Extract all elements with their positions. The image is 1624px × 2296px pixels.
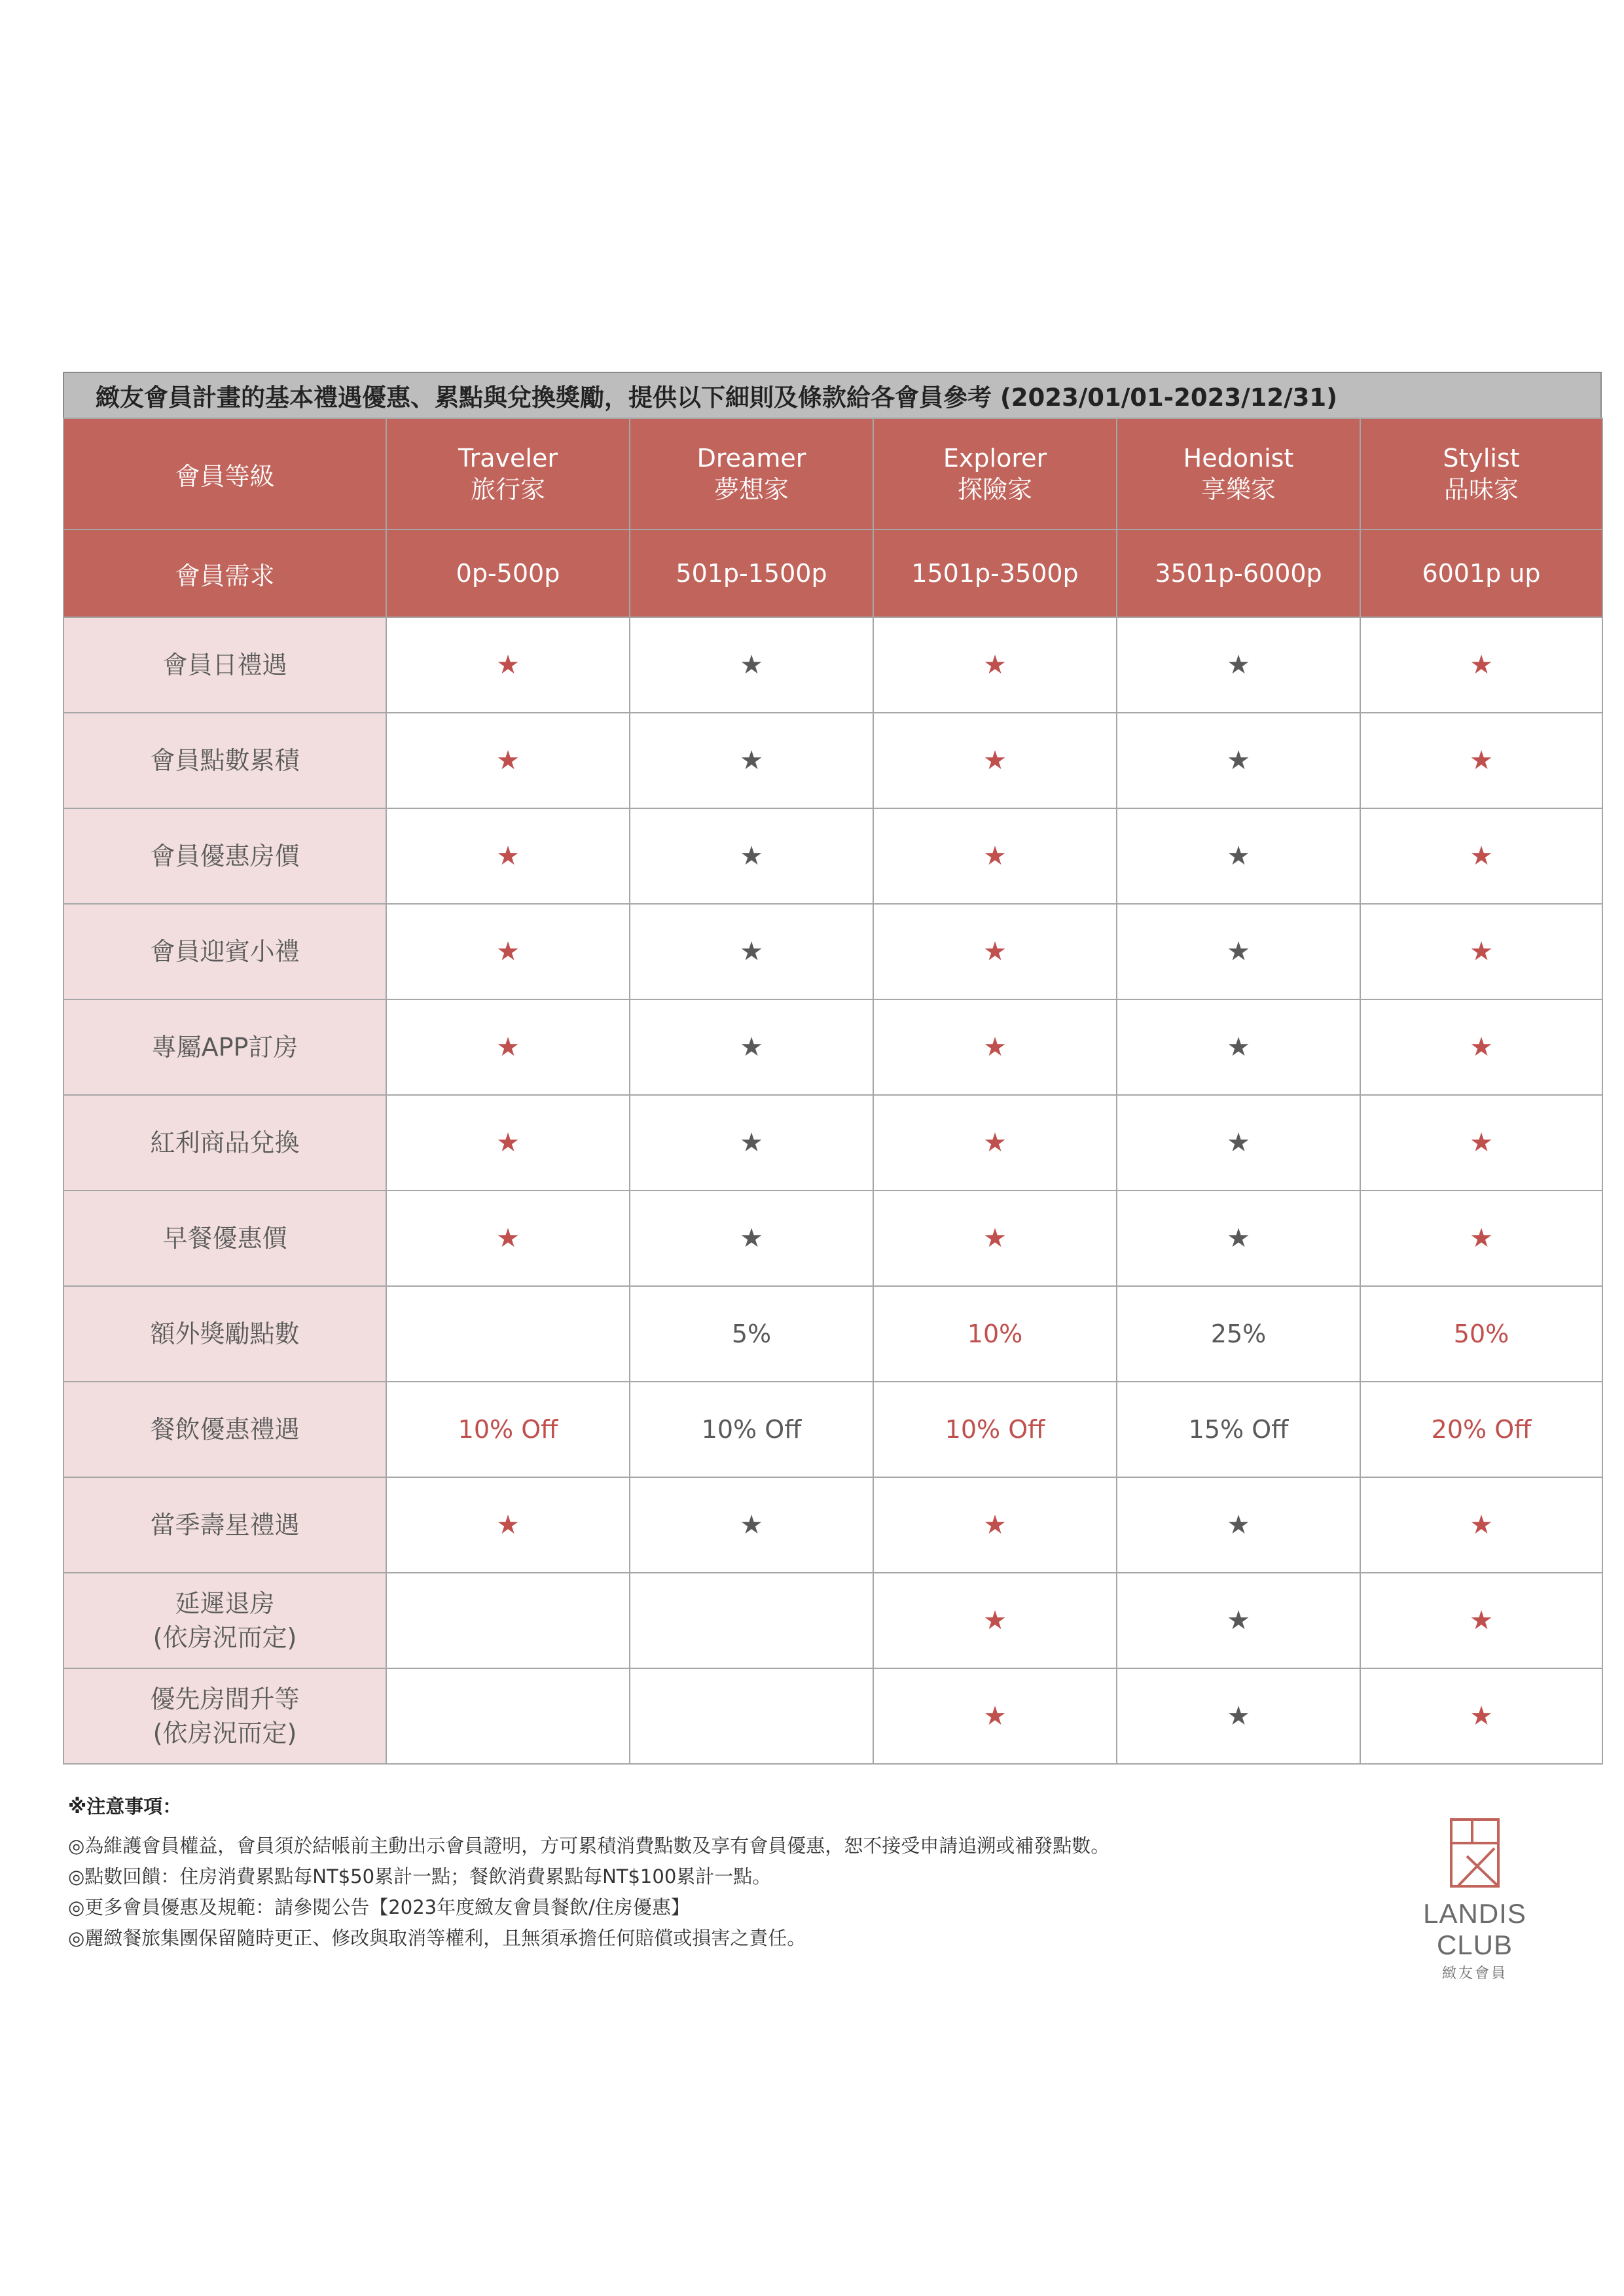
benefit-cell-explorer — [873, 1382, 1117, 1477]
benefit-cell-traveler — [386, 617, 630, 713]
landis-club-logo — [1393, 1817, 1557, 1982]
star-icon: ★ — [1470, 841, 1493, 871]
benefit-cell-explorer — [873, 999, 1117, 1095]
benefit-cell-explorer — [873, 904, 1117, 999]
benefit-row — [63, 713, 1602, 808]
star-icon: ★ — [983, 745, 1007, 776]
benefit-cell-traveler — [386, 1095, 630, 1191]
benefit-cell-hedonist — [1117, 713, 1360, 808]
tier-name-zh: 探險家 — [957, 475, 1032, 504]
benefit-row — [63, 1573, 1602, 1668]
benefit-label — [63, 1286, 386, 1382]
tier-name-en: Hedonist — [1183, 444, 1294, 473]
tier-header-stylist — [1360, 418, 1602, 529]
star-icon: ★ — [740, 745, 763, 776]
benefit-label — [63, 1095, 386, 1191]
membership-tier-table — [63, 418, 1603, 1765]
benefit-cell-explorer — [873, 617, 1117, 713]
benefit-cell-hedonist — [1117, 617, 1360, 713]
tier-name-en: Stylist — [1443, 444, 1520, 473]
star-icon: ★ — [1470, 937, 1493, 967]
star-icon: ★ — [496, 1223, 520, 1253]
benefit-cell-hedonist — [1117, 1668, 1360, 1764]
note-item: ◎更多會員優惠及規範：請參閱公告【2023年度緻友會員餐飲/住房優惠】 — [68, 1896, 690, 1918]
benefit-cell-stylist — [1360, 904, 1602, 999]
benefit-cell-traveler — [386, 1286, 630, 1382]
benefit-row — [63, 999, 1602, 1095]
benefit-cell-hedonist — [1117, 1286, 1360, 1382]
tier-requirement: 501p-1500p — [630, 529, 873, 617]
benefit-label-note: (依房況而定) — [153, 1623, 297, 1652]
benefit-row — [63, 1095, 1602, 1191]
benefit-cell-dreamer — [630, 1286, 873, 1382]
benefit-label-text: 紅利商品兌換 — [150, 1128, 300, 1157]
star-icon: ★ — [1470, 650, 1493, 680]
benefit-cell-explorer — [873, 1191, 1117, 1286]
benefit-cell-hedonist — [1117, 1191, 1360, 1286]
star-icon: ★ — [1227, 650, 1250, 680]
benefit-cell-hedonist — [1117, 808, 1360, 904]
tier-header-traveler — [386, 418, 630, 529]
benefit-row — [63, 1191, 1602, 1286]
benefit-label — [63, 713, 386, 808]
benefit-cell-hedonist — [1117, 1573, 1360, 1668]
benefit-label — [63, 999, 386, 1095]
benefit-row — [63, 808, 1602, 904]
tier-header-hedonist — [1117, 418, 1360, 529]
star-icon: ★ — [983, 937, 1007, 967]
star-icon: ★ — [1227, 1032, 1250, 1062]
benefit-cell-dreamer — [630, 1668, 873, 1764]
benefit-value: 25% — [1210, 1319, 1267, 1348]
star-icon: ★ — [1470, 1223, 1493, 1253]
benefit-cell-dreamer — [630, 713, 873, 808]
benefit-cell-hedonist — [1117, 1382, 1360, 1477]
star-icon: ★ — [983, 1510, 1007, 1540]
benefit-cell-stylist — [1360, 1477, 1602, 1573]
requirement-header-label: 會員需求 — [63, 529, 386, 617]
landis-club-logo-icon — [1449, 1817, 1501, 1889]
star-icon: ★ — [1227, 841, 1250, 871]
benefit-cell-hedonist — [1117, 904, 1360, 999]
tier-level-row — [63, 418, 1602, 529]
note-item: ◎麗緻餐旅集團保留隨時更正、修改與取消等權利，且無須承擔任何賠償或損害之責任。 — [68, 1927, 806, 1949]
benefit-cell-dreamer — [630, 808, 873, 904]
star-icon: ★ — [1227, 1223, 1250, 1253]
benefit-cell-stylist — [1360, 1382, 1602, 1477]
benefit-value: 15% Off — [1188, 1415, 1289, 1444]
membership-sheet — [63, 372, 1602, 1765]
benefit-label-text: 會員日禮遇 — [162, 651, 287, 679]
benefit-cell-traveler — [386, 1382, 630, 1477]
benefit-cell-explorer — [873, 808, 1117, 904]
benefit-label-text: 餐飲優惠禮遇 — [150, 1415, 300, 1444]
tier-header-explorer — [873, 418, 1117, 529]
benefit-cell-traveler — [386, 1191, 630, 1286]
star-icon: ★ — [1227, 937, 1250, 967]
benefit-value: 10% Off — [945, 1415, 1045, 1444]
benefit-label-note: (依房況而定) — [153, 1719, 297, 1748]
benefit-row — [63, 617, 1602, 713]
level-header-label: 會員等級 — [63, 418, 386, 529]
benefit-cell-stylist — [1360, 713, 1602, 808]
star-icon: ★ — [983, 1223, 1007, 1253]
benefit-value: 50% — [1453, 1319, 1509, 1348]
benefit-cell-traveler — [386, 713, 630, 808]
benefit-label-text: 當季壽星禮遇 — [150, 1511, 300, 1539]
benefit-cell-dreamer — [630, 1191, 873, 1286]
benefit-value: 10% Off — [701, 1415, 802, 1444]
star-icon: ★ — [740, 1128, 763, 1158]
benefit-value: 20% Off — [1431, 1415, 1532, 1444]
star-icon: ★ — [983, 1605, 1007, 1636]
star-icon: ★ — [1227, 1701, 1250, 1731]
benefit-row — [63, 1668, 1602, 1764]
benefit-label-text: 早餐優惠價 — [162, 1224, 287, 1253]
star-icon: ★ — [1470, 745, 1493, 776]
star-icon: ★ — [740, 1510, 763, 1540]
star-icon: ★ — [496, 1032, 520, 1062]
table-caption: 緻友會員計畫的基本禮遇優惠、累點與兌換獎勵，提供以下細則及條款給各會員參考 (2023/01/01-2023/12/31) — [63, 372, 1602, 418]
star-icon: ★ — [1470, 1605, 1493, 1636]
star-icon: ★ — [1470, 1128, 1493, 1158]
benefit-cell-dreamer — [630, 999, 873, 1095]
benefit-value: 10% — [967, 1319, 1023, 1348]
benefit-cell-explorer — [873, 1668, 1117, 1764]
benefit-label-text: 延遲退房 — [175, 1589, 275, 1618]
star-icon: ★ — [1227, 1128, 1250, 1158]
star-icon: ★ — [740, 650, 763, 680]
benefit-cell-traveler — [386, 1477, 630, 1573]
star-icon: ★ — [983, 1128, 1007, 1158]
benefit-label — [63, 1382, 386, 1477]
star-icon: ★ — [1227, 745, 1250, 776]
notes-title: ※注意事項： — [68, 1795, 182, 1818]
tier-name-zh: 享樂家 — [1200, 475, 1276, 504]
benefit-cell-dreamer — [630, 1477, 873, 1573]
benefit-label-text: 會員優惠房價 — [150, 842, 300, 870]
tier-requirement: 1501p-3500p — [873, 529, 1117, 617]
benefit-label-text: 會員迎賓小禮 — [150, 937, 300, 966]
benefit-cell-traveler — [386, 999, 630, 1095]
note-item: ◎點數回饋：住房消費累點每NT$50累計一點；餐飲消費累點每NT$100累計一點。 — [68, 1865, 772, 1888]
benefit-label-text: 優先房間升等 — [150, 1685, 300, 1713]
tier-name-zh: 夢想家 — [713, 475, 789, 504]
benefit-cell-stylist — [1360, 1573, 1602, 1668]
star-icon: ★ — [496, 745, 520, 776]
star-icon: ★ — [496, 841, 520, 871]
benefit-label-text: 專屬APP訂房 — [151, 1033, 298, 1062]
tier-requirement: 6001p up — [1360, 529, 1602, 617]
star-icon: ★ — [983, 841, 1007, 871]
tier-name-zh: 旅行家 — [470, 475, 545, 504]
tier-header-dreamer — [630, 418, 873, 529]
benefit-cell-stylist — [1360, 617, 1602, 713]
star-icon: ★ — [740, 1032, 763, 1062]
star-icon: ★ — [740, 937, 763, 967]
benefit-cell-stylist — [1360, 1191, 1602, 1286]
benefit-cell-dreamer — [630, 1573, 873, 1668]
star-icon: ★ — [496, 1510, 520, 1540]
tier-requirement: 3501p-6000p — [1117, 529, 1360, 617]
benefit-cell-dreamer — [630, 617, 873, 713]
star-icon: ★ — [1470, 1510, 1493, 1540]
tier-name-zh: 品味家 — [1443, 475, 1519, 504]
star-icon: ★ — [1470, 1701, 1493, 1731]
benefit-cell-dreamer — [630, 904, 873, 999]
star-icon: ★ — [496, 1128, 520, 1158]
logo-name: LANDIS CLUB — [1423, 1898, 1526, 1960]
star-icon: ★ — [983, 650, 1007, 680]
benefit-cell-explorer — [873, 1095, 1117, 1191]
benefit-cell-explorer — [873, 1286, 1117, 1382]
benefit-cell-traveler — [386, 1573, 630, 1668]
benefit-label — [63, 808, 386, 904]
star-icon: ★ — [740, 1223, 763, 1253]
star-icon: ★ — [1227, 1605, 1250, 1636]
benefit-label — [63, 904, 386, 999]
tier-name-en: Explorer — [943, 444, 1047, 473]
benefit-cell-traveler — [386, 904, 630, 999]
benefit-label-text: 額外獎勵點數 — [150, 1319, 300, 1348]
benefit-label-text: 會員點數累積 — [150, 746, 300, 775]
tier-name-en: Traveler — [458, 444, 558, 473]
benefit-cell-stylist — [1360, 1286, 1602, 1382]
star-icon: ★ — [1227, 1510, 1250, 1540]
benefit-cell-dreamer — [630, 1382, 873, 1477]
benefit-cell-traveler — [386, 808, 630, 904]
benefit-label — [63, 617, 386, 713]
benefit-row — [63, 1477, 1602, 1573]
benefit-cell-stylist — [1360, 808, 1602, 904]
logo-subtitle: 緻友會員 — [1441, 1965, 1507, 1982]
notes-section — [68, 1792, 1312, 1954]
star-icon: ★ — [496, 650, 520, 680]
tier-requirement-row — [63, 529, 1602, 617]
tier-requirement: 0p-500p — [386, 529, 630, 617]
benefit-cell-hedonist — [1117, 1477, 1360, 1573]
star-icon: ★ — [983, 1701, 1007, 1731]
star-icon: ★ — [983, 1032, 1007, 1062]
tier-name-en: Dreamer — [696, 444, 806, 473]
benefit-row — [63, 904, 1602, 999]
benefit-cell-traveler — [386, 1668, 630, 1764]
benefit-cell-explorer — [873, 1477, 1117, 1573]
benefit-label — [63, 1573, 386, 1668]
benefit-row — [63, 1382, 1602, 1477]
benefit-cell-explorer — [873, 713, 1117, 808]
benefit-value: 5% — [731, 1319, 772, 1348]
benefit-cell-stylist — [1360, 999, 1602, 1095]
star-icon: ★ — [740, 841, 763, 871]
note-item: ◎為維護會員權益，會員須於結帳前主動出示會員證明，方可累積消費點數及享有會員優惠，恕不接受申請追溯或補發點數。 — [68, 1835, 1110, 1857]
star-icon: ★ — [1470, 1032, 1493, 1062]
benefit-cell-hedonist — [1117, 999, 1360, 1095]
star-icon: ★ — [496, 937, 520, 967]
benefit-label — [63, 1191, 386, 1286]
benefit-value: 10% Off — [458, 1415, 558, 1444]
benefit-cell-explorer — [873, 1573, 1117, 1668]
benefit-label — [63, 1668, 386, 1764]
benefit-cell-stylist — [1360, 1668, 1602, 1764]
benefit-cell-dreamer — [630, 1095, 873, 1191]
benefit-cell-hedonist — [1117, 1095, 1360, 1191]
benefit-label — [63, 1477, 386, 1573]
benefit-row — [63, 1286, 1602, 1382]
benefit-cell-stylist — [1360, 1095, 1602, 1191]
